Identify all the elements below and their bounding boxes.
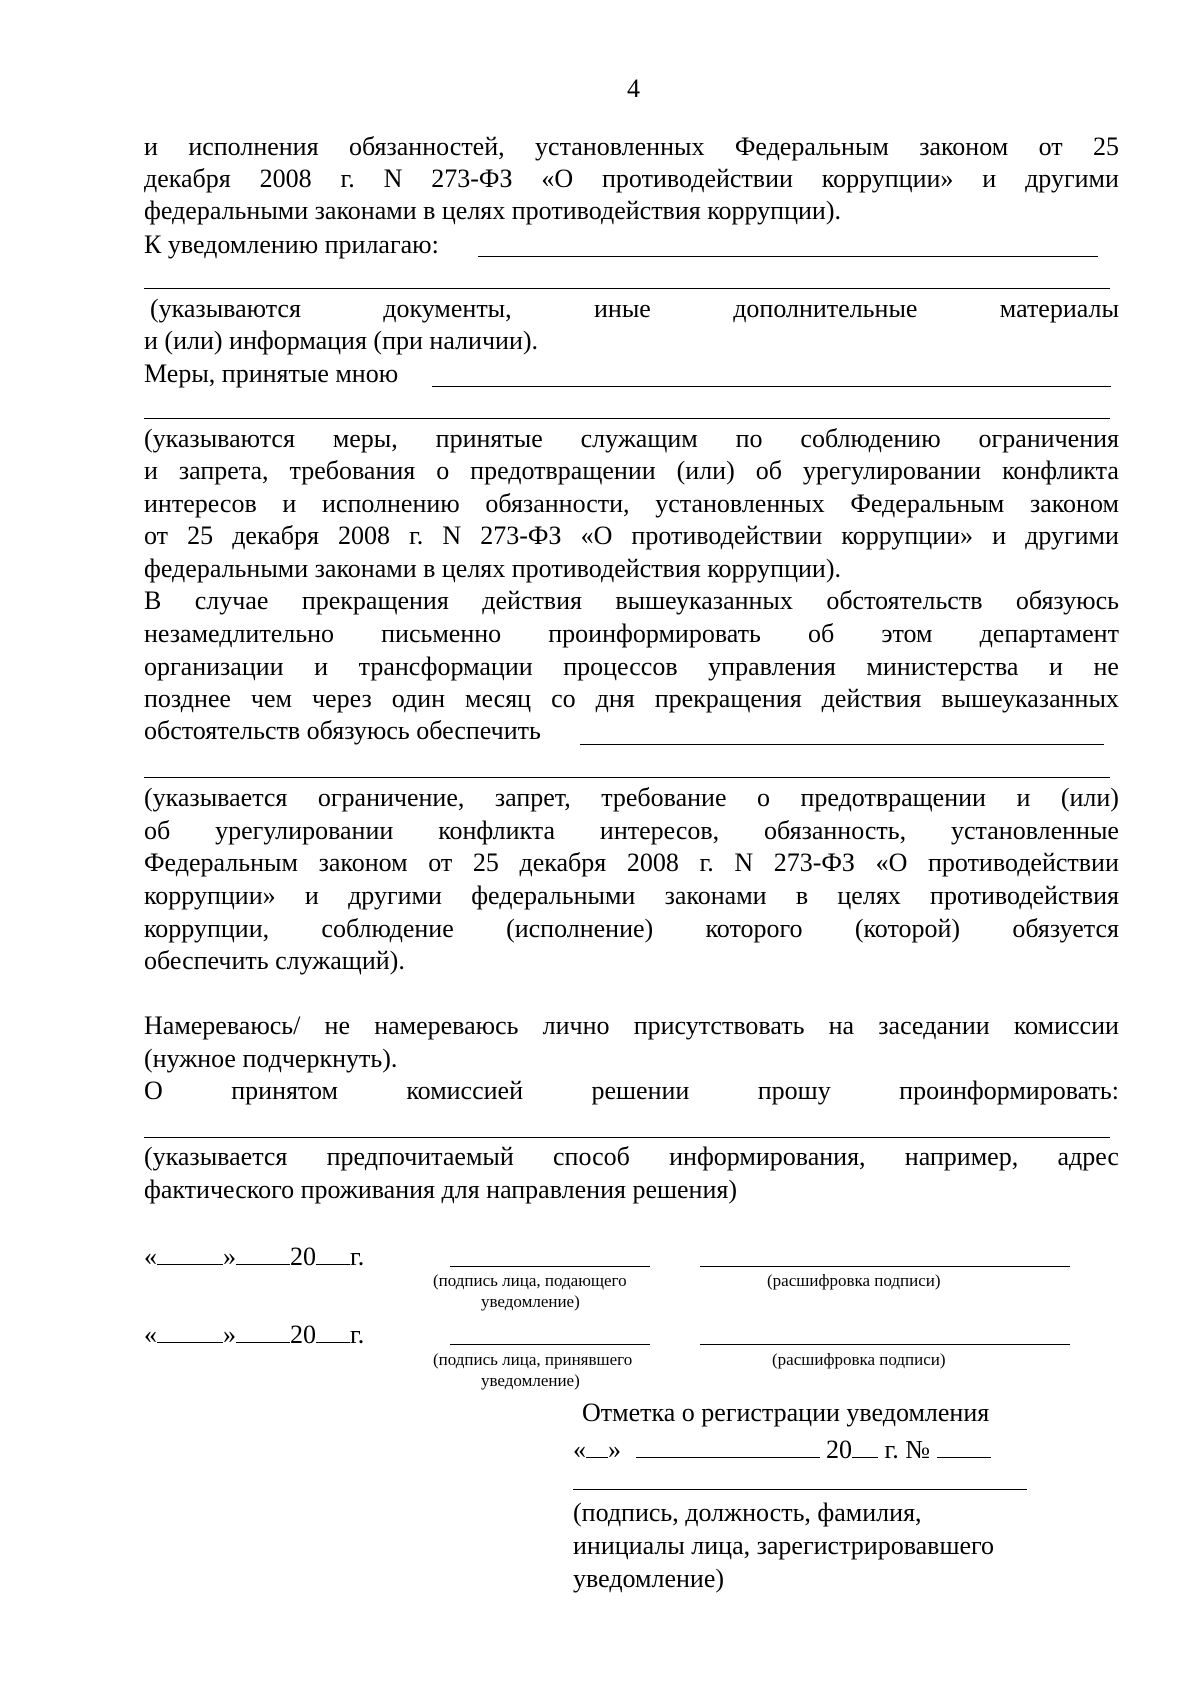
month-blank[interactable] xyxy=(236,1242,290,1265)
restr-note-line xyxy=(144,916,1119,942)
word: интересов xyxy=(144,489,257,518)
word: не xyxy=(1093,652,1119,681)
word: (или) xyxy=(676,456,735,485)
word: ограничение, xyxy=(317,783,465,812)
word: и xyxy=(982,164,997,193)
word: служащим xyxy=(580,424,698,453)
inform-fill-line[interactable] xyxy=(144,1137,1110,1138)
word: например, xyxy=(904,1142,1019,1171)
word: 273-ФЗ xyxy=(480,521,562,550)
word: вышеуказанных xyxy=(615,586,793,615)
word: В xyxy=(144,586,162,615)
word: 25 xyxy=(187,521,214,550)
word: «О xyxy=(875,848,908,877)
word: меры, xyxy=(332,424,398,453)
word: ограничения xyxy=(978,424,1119,453)
word: через xyxy=(311,684,372,713)
word: противодействии xyxy=(602,164,793,193)
word: в xyxy=(795,881,809,910)
signature-decode-line-2[interactable] xyxy=(700,1344,1070,1345)
word: декабря xyxy=(144,164,231,193)
word: исполнения xyxy=(188,132,319,161)
word: принятые xyxy=(435,424,543,453)
word: Федеральным xyxy=(734,132,889,161)
ensure-fill-line[interactable] xyxy=(580,744,1104,745)
inform-line xyxy=(144,1078,1119,1104)
word: требование xyxy=(601,783,727,812)
word: позднее xyxy=(144,684,231,713)
word: законом xyxy=(1029,489,1119,518)
word: обязанности, xyxy=(485,489,630,518)
date-field-2: « » 20 г. xyxy=(144,1320,365,1349)
attach-fill-line[interactable] xyxy=(478,256,1098,257)
sig2-caption-2: уведомление) xyxy=(481,1371,580,1390)
year-blank[interactable] xyxy=(316,1242,350,1265)
registration-date: « » 20 г. № xyxy=(573,1435,991,1463)
word: и xyxy=(992,521,1007,550)
measures-note-line xyxy=(144,458,1119,484)
word: этом xyxy=(881,619,933,648)
word: (которой) xyxy=(854,914,961,943)
word: управления xyxy=(708,652,836,681)
case-para-last: обстоятельств обязуюсь обеспечить xyxy=(144,716,541,745)
case-para-line xyxy=(144,588,1119,614)
word: об xyxy=(755,456,782,485)
word: адрес xyxy=(1057,1142,1119,1171)
docs-note-line: и (или) информация (при наличии). xyxy=(144,326,539,355)
word: трансформации xyxy=(358,652,533,681)
registration-sign-line[interactable] xyxy=(573,1489,1027,1490)
word: 273-ФЗ xyxy=(773,848,855,877)
word: другими xyxy=(1025,521,1119,550)
case-para-line xyxy=(144,654,1119,680)
word: N xyxy=(383,164,403,193)
word: О xyxy=(144,1076,163,1105)
word: и xyxy=(1049,652,1063,681)
registration-title: Отметка о регистрации уведомления xyxy=(582,1398,990,1427)
word: соблюдению xyxy=(800,424,941,453)
ensure-fill-line-2[interactable] xyxy=(144,777,1110,778)
restr-note-line xyxy=(144,818,1119,844)
word: и xyxy=(1016,783,1031,812)
signature-decode-line-1[interactable] xyxy=(700,1266,1070,1267)
word: намереваюсь xyxy=(374,1011,519,1040)
word: обязуюсь xyxy=(1015,586,1119,615)
measures-note-line xyxy=(144,426,1119,452)
word: материалы xyxy=(999,294,1119,323)
word: вышеуказанных xyxy=(941,684,1119,713)
word: и xyxy=(314,652,329,681)
word: «О xyxy=(541,164,574,193)
registration-caption: (подпись, должность, фамилия, xyxy=(573,1498,922,1527)
case-para-line xyxy=(144,621,1119,647)
measures-note-line xyxy=(144,523,1119,549)
word: конфликта xyxy=(1002,456,1119,485)
word: N xyxy=(442,521,462,550)
word: установленных xyxy=(535,132,705,161)
word: интересов, xyxy=(599,816,720,845)
word: принятом xyxy=(231,1076,338,1105)
word: коррупции» xyxy=(144,881,276,910)
word: процессов xyxy=(563,652,678,681)
word: организации xyxy=(144,652,284,681)
word: от xyxy=(1038,132,1063,161)
word: от xyxy=(144,521,169,550)
word: запрет, xyxy=(494,783,571,812)
word: действия xyxy=(821,684,922,713)
word: установленных xyxy=(655,489,825,518)
word: декабря xyxy=(232,521,319,550)
word: дополнительные xyxy=(733,294,918,323)
word: незамедлительно xyxy=(144,619,334,648)
word: лично xyxy=(542,1011,610,1040)
word: не xyxy=(324,1011,351,1040)
word: Федеральным xyxy=(850,489,1005,518)
word: (или) xyxy=(1060,783,1119,812)
word: коррупции» xyxy=(841,521,974,550)
word: обстоятельств xyxy=(826,586,983,615)
word: прошу xyxy=(757,1076,831,1105)
word: заседании xyxy=(878,1011,990,1040)
measures-label: Меры, принятые мною xyxy=(144,359,399,388)
word: федеральными xyxy=(471,881,636,910)
word: коррупции, xyxy=(144,914,270,943)
word: предотвращении xyxy=(470,456,656,485)
word: чем xyxy=(250,684,292,713)
word: прекращения xyxy=(301,586,449,615)
inform-note-line-2: фактического проживания для направления решения) xyxy=(144,1175,737,1204)
word: декабря xyxy=(519,848,607,877)
word: 25 xyxy=(472,848,499,877)
word: законом xyxy=(318,848,408,877)
word: исполнению xyxy=(322,489,460,518)
reg-year-blank[interactable] xyxy=(852,1435,878,1458)
attach-label: К уведомлению прилагаю: xyxy=(144,230,439,259)
word: другими xyxy=(1025,164,1119,193)
word: (исполнение) xyxy=(506,914,654,943)
intent-line xyxy=(144,1013,1119,1039)
restr-note-line xyxy=(144,883,1119,909)
day-blank[interactable] xyxy=(157,1320,223,1343)
word: «О xyxy=(580,521,613,550)
word: законом xyxy=(919,132,1009,161)
word: комиссии xyxy=(1013,1011,1119,1040)
p1-line xyxy=(144,166,1119,192)
word: (указываются xyxy=(150,294,301,323)
sig1-caption-2: уведомление) xyxy=(481,1292,580,1311)
word: предотвращении xyxy=(800,783,986,812)
word: действия xyxy=(482,586,582,615)
restr-note-line xyxy=(144,850,1119,876)
case-para-line xyxy=(144,686,1119,712)
word: иные xyxy=(594,294,651,323)
word: проинформировать xyxy=(548,619,761,648)
reg-day-blank[interactable] xyxy=(586,1435,608,1458)
word: информирования, xyxy=(669,1142,866,1171)
word: обязанностей, xyxy=(348,132,505,161)
word: о xyxy=(436,456,450,485)
word: об xyxy=(144,816,171,845)
word: и xyxy=(144,456,158,485)
p1-line xyxy=(144,134,1119,160)
p1-last-line: федеральными законами в целях противодействия коррупции). xyxy=(144,196,841,225)
word: комиссией xyxy=(406,1076,524,1105)
word: обязуется xyxy=(1012,914,1119,943)
year-blank[interactable] xyxy=(316,1320,350,1343)
inform-note-line xyxy=(144,1144,1119,1170)
word: (указываются xyxy=(144,424,295,453)
word: департамент xyxy=(979,619,1119,648)
word: от xyxy=(428,848,453,877)
word: урегулировании xyxy=(215,816,394,845)
intent-line-2: (нужное подчеркнуть). xyxy=(144,1044,398,1073)
word: присутствовать xyxy=(633,1011,805,1040)
word: письменно xyxy=(381,619,502,648)
word: 2008 xyxy=(259,164,312,193)
word: документы, xyxy=(383,294,512,323)
word: запрета, xyxy=(178,456,269,485)
word: прекращения xyxy=(654,684,802,713)
docs-note-line xyxy=(150,296,1119,322)
word: и xyxy=(282,489,297,518)
reg-month-blank[interactable] xyxy=(636,1435,820,1458)
word: о xyxy=(756,783,770,812)
word: месяц xyxy=(465,684,532,713)
word: со xyxy=(551,684,576,713)
word: 25 xyxy=(1093,132,1119,161)
word: и xyxy=(144,132,158,161)
word: 273-ФЗ xyxy=(431,164,513,193)
word: проинформировать: xyxy=(899,1076,1119,1105)
word: министерства xyxy=(866,652,1019,681)
word: случае xyxy=(194,586,269,615)
word: (указывается xyxy=(144,1142,288,1171)
word: 2008 xyxy=(626,848,679,877)
signature-line-1[interactable] xyxy=(450,1266,650,1267)
sig2-decode-caption: (расшифровка подписи) xyxy=(772,1350,946,1369)
word: противодействии xyxy=(928,848,1119,877)
word: конфликта xyxy=(438,816,556,845)
sig2-caption: (подпись лица, принявшего xyxy=(433,1350,633,1369)
word: предпочитаемый xyxy=(326,1142,514,1171)
day-blank[interactable] xyxy=(157,1242,223,1265)
word: г. xyxy=(409,521,424,550)
measures-note-last: федеральными законами в целях противодействия коррупции). xyxy=(144,554,841,583)
word: (указывается xyxy=(144,783,288,812)
word: которого xyxy=(705,914,803,943)
month-blank[interactable] xyxy=(236,1320,290,1343)
word: решении xyxy=(591,1076,690,1105)
word: 2008 xyxy=(338,521,390,550)
restr-note-line xyxy=(144,785,1119,811)
word: г. xyxy=(340,164,355,193)
word: на xyxy=(828,1011,855,1040)
measures-note-line xyxy=(144,491,1119,517)
registration-caption: инициалы лица, зарегистрировавшего xyxy=(573,1531,995,1560)
attach-fill-line-2[interactable] xyxy=(144,288,1110,289)
word: дня xyxy=(595,684,635,713)
measures-fill-line-2[interactable] xyxy=(144,418,1110,419)
restr-note-last: обеспечить служащий). xyxy=(144,946,405,975)
page-number: 4 xyxy=(627,74,640,103)
signature-line-2[interactable] xyxy=(450,1344,650,1345)
word: противодействии xyxy=(631,521,823,550)
word: способ xyxy=(553,1142,630,1171)
word: целях xyxy=(837,881,901,910)
word: обязанность, xyxy=(764,816,907,845)
word: урегулировании xyxy=(802,456,982,485)
word: требования xyxy=(289,456,416,485)
word: соблюдение xyxy=(321,914,454,943)
word: Намереваюсь/ xyxy=(144,1011,301,1040)
sig1-caption: (подпись лица, подающего xyxy=(433,1271,627,1290)
reg-number-blank[interactable] xyxy=(937,1435,991,1458)
word: об xyxy=(807,619,835,648)
word: Федеральным xyxy=(144,848,298,877)
word: другими xyxy=(348,881,442,910)
word: по xyxy=(735,424,763,453)
date-field-1: « » 20 г. xyxy=(144,1242,365,1271)
word: законами xyxy=(664,881,767,910)
sig1-decode-caption: (расшифровка подписи) xyxy=(767,1271,941,1290)
word: г. xyxy=(699,848,714,877)
word: противодействия xyxy=(930,881,1119,910)
word: N xyxy=(734,848,754,877)
word: коррупции» xyxy=(821,164,954,193)
word: и xyxy=(304,881,319,910)
measures-fill-line[interactable] xyxy=(432,386,1111,387)
registration-caption: уведомление) xyxy=(573,1564,725,1593)
word: один xyxy=(391,684,446,713)
word: установленные xyxy=(951,816,1119,845)
